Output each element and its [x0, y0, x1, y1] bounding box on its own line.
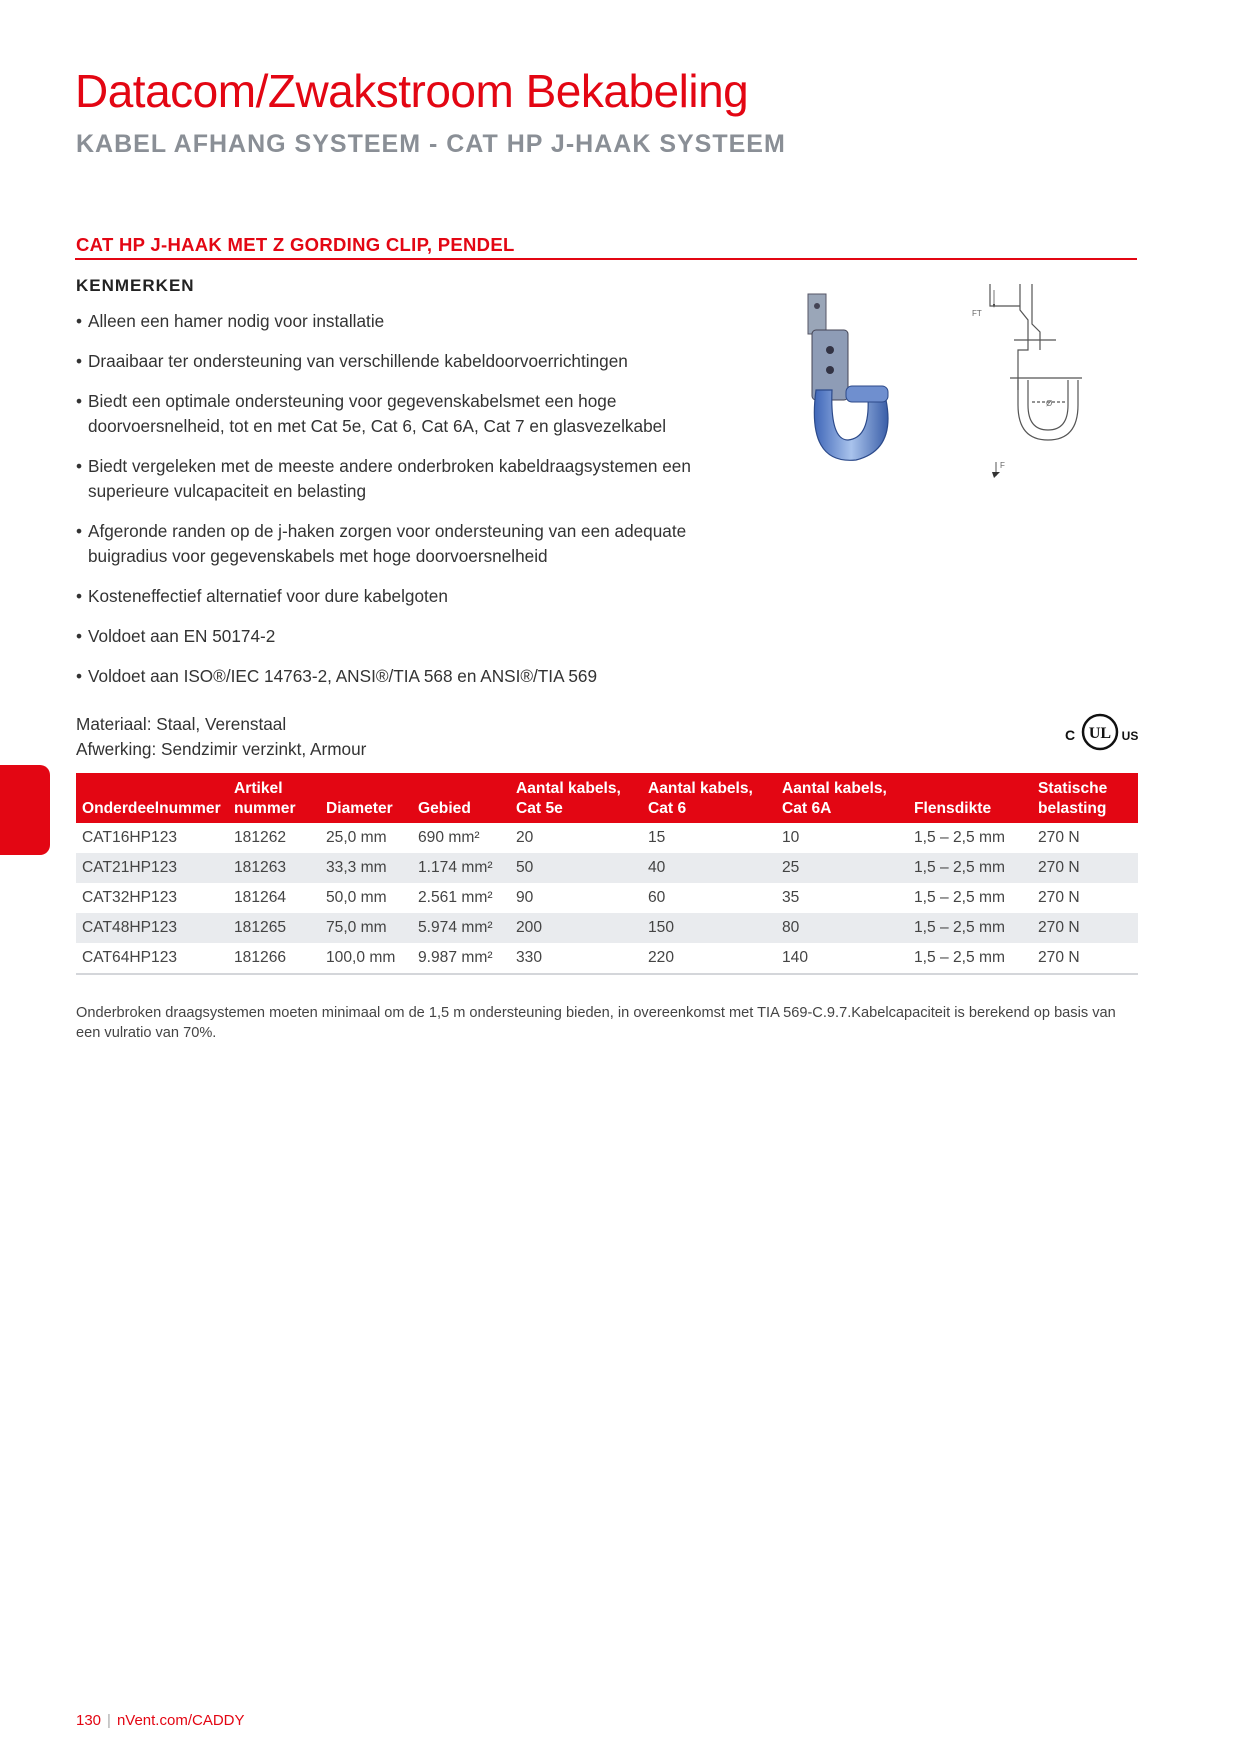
- table-cell: 690 mm²: [412, 823, 510, 853]
- table-cell: 33,3 mm: [320, 853, 412, 883]
- finish-line: Afwerking: Sendzimir verzinkt, Armour: [76, 739, 367, 759]
- table-cell: 181262: [228, 823, 320, 853]
- material-info: [76, 712, 366, 762]
- diameter-label: Ø: [1046, 399, 1053, 408]
- table-cell: 270 N: [1032, 913, 1138, 943]
- table-cell: 75,0 mm: [320, 913, 412, 943]
- table-cell: 270 N: [1032, 883, 1138, 913]
- features-heading: KENMERKEN: [76, 276, 195, 295]
- table-cell: 330: [510, 943, 642, 974]
- table-cell: 150: [642, 913, 776, 943]
- ul-certification-icon: [1060, 710, 1140, 754]
- table-row: [76, 823, 1138, 853]
- table-row: [76, 943, 1138, 974]
- table-cell: 100,0 mm: [320, 943, 412, 974]
- table-cell: 1,5 – 2,5 mm: [908, 913, 1032, 943]
- table-cell: 1,5 – 2,5 mm: [908, 883, 1032, 913]
- section-divider: [75, 258, 1137, 260]
- column-header: Onderdeelnummer: [76, 773, 228, 823]
- table-cell: 35: [776, 883, 908, 913]
- feature-item: • Afgeronde randen op de j-haken zorgen voor ondersteuning van een adequate buigradius voor gegevenskabels met hoge doorvoersnelheid: [76, 521, 687, 566]
- table-cell: 140: [776, 943, 908, 974]
- table-cell: CAT32HP123: [76, 883, 228, 913]
- column-header: Aantal kabels, Cat 6A: [776, 773, 908, 823]
- table-cell: 270 N: [1032, 943, 1138, 974]
- table-cell: 20: [510, 823, 642, 853]
- feature-item: • Biedt een optimale ondersteuning voor gegevenskabelsmet een hoge doorvoersnelheid, tot en met Cat 5e, Cat 6, Cat 6A, Cat 7 en glasvezelkabel: [76, 391, 667, 436]
- table-cell: 25: [776, 853, 908, 883]
- table-cell: 25,0 mm: [320, 823, 412, 853]
- table-footnote: Onderbroken draagsystemen moeten minimaal om de 1,5 m ondersteuning bieden, in overeenkomst met TIA 569-C.9.7.Kabelcapaciteit is berekend op basis van een vulratio van 70%.: [76, 1004, 1116, 1041]
- feature-item: • Alleen een hamer nodig voor installatie: [76, 311, 385, 331]
- table-cell: 181264: [228, 883, 320, 913]
- section-title: CAT HP J-HAAK MET Z GORDING CLIP, PENDEL: [76, 234, 515, 255]
- table-cell: 181263: [228, 853, 320, 883]
- feature-item: • Biedt vergeleken met de meeste andere onderbroken kabeldraagsystemen een superieure vulcapaciteit en belasting: [76, 456, 691, 501]
- technical-drawing-image: [970, 280, 1090, 480]
- table-cell: 50,0 mm: [320, 883, 412, 913]
- column-header: Aantal kabels, Cat 6: [642, 773, 776, 823]
- table-row: [76, 853, 1138, 883]
- column-header: Gebied: [412, 773, 510, 823]
- table-cell: 181266: [228, 943, 320, 974]
- table-cell: 15: [642, 823, 776, 853]
- table-cell: 5.974 mm²: [412, 913, 510, 943]
- table-cell: 270 N: [1032, 853, 1138, 883]
- table-cell: 200: [510, 913, 642, 943]
- us-label: US: [1121, 729, 1139, 743]
- table-cell: CAT64HP123: [76, 943, 228, 974]
- table-cell: 80: [776, 913, 908, 943]
- column-header: Flensdikte: [908, 773, 1032, 823]
- table-cell: 10: [776, 823, 908, 853]
- feature-item: • Kosteneffectief alternatief voor dure kabelgoten: [76, 586, 448, 606]
- table-cell: 40: [642, 853, 776, 883]
- table-cell: CAT48HP123: [76, 913, 228, 943]
- column-header: Artikel nummer: [228, 773, 320, 823]
- footer-link[interactable]: nVent.com/CADDY: [116, 1712, 245, 1729]
- table-cell: 60: [642, 883, 776, 913]
- chapter-tab: [0, 765, 50, 855]
- column-header: Diameter: [320, 773, 412, 823]
- product-photo-image: [786, 290, 906, 470]
- table-cell: 1,5 – 2,5 mm: [908, 823, 1032, 853]
- table-cell: CAT16HP123: [76, 823, 228, 853]
- feature-list: [76, 309, 716, 704]
- page-number: 130: [76, 1712, 102, 1729]
- table-cell: 181265: [228, 913, 320, 943]
- ft-label: FT: [972, 309, 982, 318]
- material-line: Materiaal: Staal, Verenstaal: [76, 714, 287, 734]
- table-cell: 9.987 mm²: [412, 943, 510, 974]
- column-header: Statische belasting: [1032, 773, 1138, 823]
- table-cell: 2.561 mm²: [412, 883, 510, 913]
- table-cell: 1,5 – 2,5 mm: [908, 853, 1032, 883]
- feature-item: • Draaibaar ter ondersteuning van verschillende kabeldoorvoerrichtingen: [76, 351, 628, 371]
- column-header: Aantal kabels, Cat 5e: [510, 773, 642, 823]
- feature-item: • Voldoet aan ISO®/IEC 14763-2, ANSI®/TIA 568 en ANSI®/TIA 569: [76, 666, 598, 686]
- table-cell: 50: [510, 853, 642, 883]
- page-footer: 130 | nVent.com/CADDY: [76, 1712, 245, 1729]
- page-subtitle: KABEL AFHANG SYSTEEM - CAT HP J-HAAK SYSTEEM: [76, 130, 786, 158]
- force-label: F: [1000, 461, 1005, 470]
- table-cell: 220: [642, 943, 776, 974]
- spec-table: [76, 773, 1138, 975]
- page-title: Datacom/Zwakstroom Bekabeling: [75, 65, 749, 117]
- table-header-row: [76, 773, 1138, 823]
- table-row: [76, 913, 1138, 943]
- table-cell: 1,5 – 2,5 mm: [908, 943, 1032, 974]
- feature-item: • Voldoet aan EN 50174-2: [76, 626, 276, 646]
- c-label: C: [1064, 727, 1076, 743]
- table-cell: 1.174 mm²: [412, 853, 510, 883]
- table-row: [76, 883, 1138, 913]
- table-cell: 90: [510, 883, 642, 913]
- table-cell: 270 N: [1032, 823, 1138, 853]
- ul-label: UL: [1088, 725, 1112, 742]
- table-cell: CAT21HP123: [76, 853, 228, 883]
